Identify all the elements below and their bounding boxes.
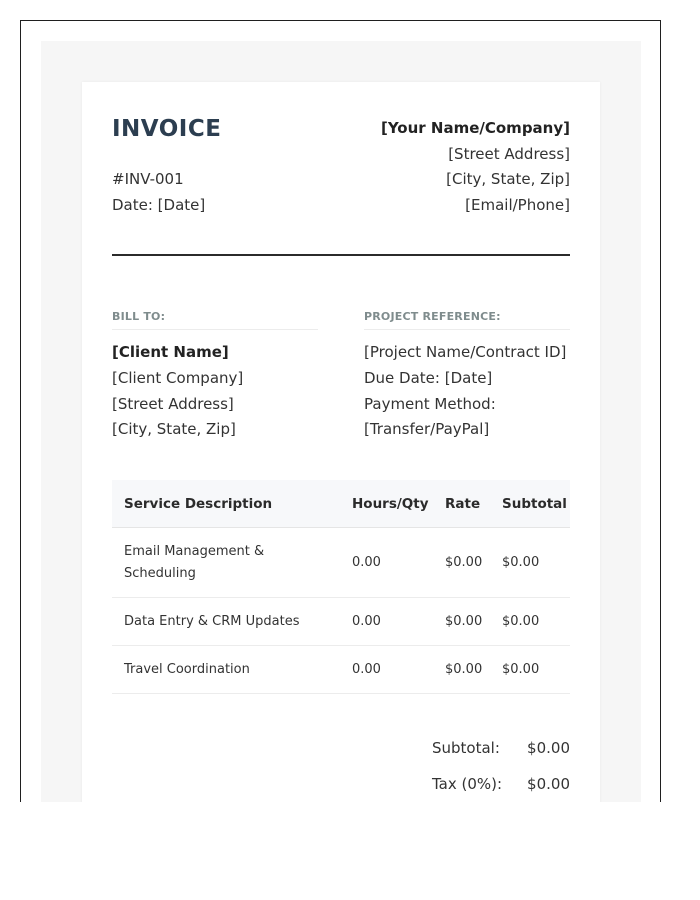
row-rate: $0.00	[445, 661, 483, 677]
sender-contact: [Email/Phone]	[465, 195, 570, 214]
table-header-row	[112, 480, 570, 528]
bill-to-lines	[112, 340, 318, 443]
invoice-title: INVOICE	[112, 116, 222, 142]
tax-value: $0.00	[527, 775, 570, 793]
project-reference-heading: PROJECT REFERENCE:	[364, 310, 570, 330]
sender-name: [Your Name/Company]	[380, 119, 570, 137]
table-row	[112, 528, 570, 598]
services-table	[112, 480, 570, 694]
client-street: [Street Address]	[112, 394, 234, 413]
sender-street: [Street Address]	[448, 144, 570, 163]
sender-block	[381, 116, 570, 218]
row-qty: 0.00	[352, 661, 381, 677]
client-company: [Client Company]	[112, 368, 244, 387]
table-row	[112, 598, 570, 646]
project-reference-lines	[364, 340, 570, 443]
project-reference-section	[364, 310, 570, 443]
tax-label: Tax (0%):	[432, 775, 503, 793]
row-description: Email Management & Scheduling	[124, 543, 265, 581]
document-frame	[20, 20, 661, 802]
header-qty: Hours/Qty	[352, 495, 429, 512]
bill-to-heading: BILL TO:	[112, 310, 318, 330]
row-subtotal: $0.00	[502, 554, 540, 570]
header-subtotal: Subtotal	[502, 495, 567, 512]
subtotal-label: Subtotal:	[432, 739, 500, 757]
row-rate: $0.00	[445, 554, 483, 570]
row-subtotal: $0.00	[502, 613, 540, 629]
header-divider	[112, 254, 570, 256]
table-row	[112, 646, 570, 694]
sender-city: [City, State, Zip]	[446, 170, 570, 188]
header-description: Service Description	[124, 495, 273, 512]
row-rate: $0.00	[445, 613, 483, 629]
project-name: [Project Name/Contract ID]	[364, 343, 567, 361]
subtotal-row	[370, 739, 570, 775]
totals-section	[370, 739, 570, 802]
due-date: Due Date: [Date]	[364, 368, 493, 387]
row-qty: 0.00	[352, 613, 381, 629]
row-qty: 0.00	[352, 554, 381, 570]
tax-row	[370, 775, 570, 802]
bill-to-section	[112, 310, 318, 443]
client-name: [Client Name]	[112, 343, 229, 361]
payment-method-value: [Transfer/PayPal]	[364, 420, 490, 439]
invoice-page	[82, 82, 600, 802]
document-canvas	[41, 41, 641, 802]
row-subtotal: $0.00	[502, 661, 540, 677]
subtotal-value: $0.00	[527, 739, 570, 757]
row-description: Data Entry & CRM Updates	[124, 613, 300, 629]
payment-method-label: Payment Method:	[364, 394, 496, 413]
invoice-date: Date: [Date]	[112, 196, 206, 214]
client-city: [City, State, Zip]	[112, 420, 236, 439]
row-description: Travel Coordination	[124, 661, 250, 677]
header-rate: Rate	[445, 495, 481, 512]
invoice-number: #INV-001	[112, 170, 184, 188]
